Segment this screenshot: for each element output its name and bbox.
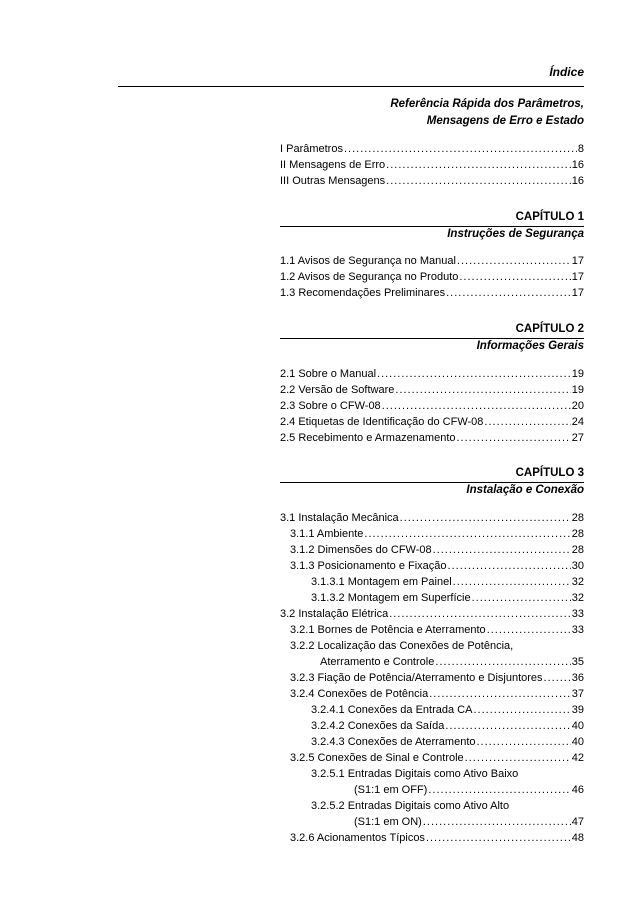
toc-entry[interactable] xyxy=(280,253,584,269)
toc-entry-label: 3.1.3.1 Montagem em Painel xyxy=(311,576,452,588)
leader-dots xyxy=(473,702,570,718)
toc-entry-page: 28 xyxy=(571,512,584,524)
toc-entry[interactable] xyxy=(280,366,584,382)
toc-entry[interactable] xyxy=(290,558,584,574)
leader-dots xyxy=(423,814,571,830)
toc-entry[interactable] xyxy=(354,782,584,798)
leader-dots xyxy=(400,510,571,526)
toc-entry-label: 2.2 Versão de Software xyxy=(280,384,395,396)
toc-entry-label: 1.2 Avisos de Segurança no Produto xyxy=(280,271,459,283)
toc-entry-label: 3.2.5 Conexões de Sinal e Controle xyxy=(290,752,464,764)
toc-entry-page: 47 xyxy=(571,816,584,828)
chapter3-rule xyxy=(280,482,584,483)
toc-entry[interactable] xyxy=(311,718,584,734)
toc-entry[interactable] xyxy=(280,382,584,398)
toc-entry-label: 3.2.5.1 Entradas Digitais como Ativo Baixo xyxy=(311,768,519,780)
toc-entry[interactable] xyxy=(311,798,584,814)
toc-entry-page: 39 xyxy=(571,704,584,716)
toc-entry-page: 37 xyxy=(571,688,584,700)
toc-entry-page: 32 xyxy=(571,592,584,604)
chapter2-rule xyxy=(280,338,584,339)
toc-entry[interactable] xyxy=(290,526,584,542)
toc-entry-label: 1.3 Recomendações Preliminares xyxy=(280,287,446,299)
toc-entry-page: 19 xyxy=(571,368,584,380)
toc-entry[interactable] xyxy=(280,285,584,301)
leader-dots xyxy=(544,670,571,686)
leader-dots xyxy=(465,750,571,766)
toc-entry-label: 3.2.2 Localização das Conexões de Potência, xyxy=(290,640,514,652)
toc-entry[interactable] xyxy=(280,141,584,157)
chapter2-label: CAPÍTULO 2 xyxy=(515,323,584,335)
toc-entry-page: 33 xyxy=(571,608,584,620)
toc-entry[interactable] xyxy=(311,734,584,750)
toc-entry[interactable] xyxy=(280,398,584,414)
chapter2-subtitle: Informações Gerais xyxy=(476,340,584,352)
leader-dots xyxy=(386,173,571,189)
toc-entry-label: 2.4 Etiquetas de Identificação do CFW-08 xyxy=(280,416,484,428)
toc-entry[interactable] xyxy=(280,606,584,622)
toc-entry-page: 20 xyxy=(571,400,584,412)
toc-entry-page: 24 xyxy=(571,416,584,428)
toc-entry[interactable] xyxy=(311,702,584,718)
toc-entry[interactable] xyxy=(290,686,584,702)
toc-entry-label: 3.1.3 Posicionamento e Fixação xyxy=(290,560,447,572)
leader-dots xyxy=(484,414,570,430)
toc-entry-label: 3.2.4 Conexões de Potência xyxy=(290,688,429,700)
toc-entry-label: 3.1.2 Dimensões do CFW-08 xyxy=(290,544,432,556)
toc-entry-page: 27 xyxy=(571,432,584,444)
toc-entry[interactable] xyxy=(280,157,584,173)
leader-dots xyxy=(364,526,570,542)
toc-entry-label: 3.1 Instalação Mecânica xyxy=(280,512,399,524)
chapter1-label: CAPÍTULO 1 xyxy=(515,211,584,223)
toc-entry-page: 40 xyxy=(571,720,584,732)
chapter3-subtitle: Instalação e Conexão xyxy=(466,484,584,496)
toc-entry-label: 3.1.1 Ambiente xyxy=(290,528,364,540)
toc-entry[interactable] xyxy=(290,622,584,638)
toc-entry[interactable] xyxy=(311,574,584,590)
leader-dots xyxy=(457,430,571,446)
toc-entry[interactable] xyxy=(280,414,584,430)
toc-entry-page: 40 xyxy=(571,736,584,748)
toc-entry-page: 17 xyxy=(571,255,584,267)
toc-entry-label: I Parâmetros xyxy=(280,143,343,155)
toc-entry[interactable] xyxy=(280,510,584,526)
leader-dots xyxy=(433,542,571,558)
toc-entry[interactable] xyxy=(290,750,584,766)
toc-entry-label: 2.1 Sobre o Manual xyxy=(280,368,377,380)
toc-entry-label: 3.2.4.2 Conexões da Saída xyxy=(311,720,445,732)
leader-dots xyxy=(377,366,571,382)
toc-entry-page: 16 xyxy=(571,175,584,187)
toc-entry-page: 30 xyxy=(571,560,584,572)
toc-entry[interactable] xyxy=(311,590,584,606)
leader-dots xyxy=(395,382,570,398)
toc-entry-page: 32 xyxy=(571,576,584,588)
toc-entry-label: 3.2.1 Bornes de Potência e Aterramento xyxy=(290,624,486,636)
leader-dots xyxy=(426,830,571,846)
toc-entry-page: 35 xyxy=(571,656,584,668)
leader-dots xyxy=(448,558,571,574)
index-header-title: Índice xyxy=(549,65,584,79)
toc-entry-page: 16 xyxy=(571,159,584,171)
toc-entry-page: 46 xyxy=(571,784,584,796)
toc-entry-label: 2.5 Recebimento e Armazenamento xyxy=(280,432,456,444)
toc-entry-label: 3.2.5.2 Entradas Digitais como Ativo Alto xyxy=(311,800,510,812)
toc-entry[interactable] xyxy=(290,670,584,686)
leader-dots xyxy=(477,734,571,750)
toc-entry-label: 3.2.4.3 Conexões de Aterramento xyxy=(311,736,476,748)
toc-entry-label: Aterramento e Controle xyxy=(320,656,435,668)
toc-entry-label: (S1:1 em OFF) xyxy=(354,784,428,796)
toc-entry[interactable] xyxy=(280,430,584,446)
leader-dots xyxy=(429,686,571,702)
toc-entry-label: 3.2 Instalação Elétrica xyxy=(280,608,389,620)
toc-entry-label: 1.1 Avisos de Segurança no Manual xyxy=(280,255,456,267)
reference-title-line2: Mensagens de Erro e Estado xyxy=(426,115,584,127)
toc-entry-label: 3.2.4.1 Conexões da Entrada CA xyxy=(311,704,473,716)
reference-title-line1: Referência Rápida dos Parâmetros, xyxy=(390,98,584,110)
toc-entry-label: II Mensagens de Erro xyxy=(280,159,386,171)
toc-entry-label: 3.2.6 Acionamentos Típicos xyxy=(290,832,425,844)
toc-entry[interactable] xyxy=(280,269,584,285)
toc-entry-page: 8 xyxy=(577,143,584,155)
toc-entry[interactable] xyxy=(311,766,584,782)
toc-entry-page: 28 xyxy=(571,528,584,540)
toc-entry-page: 17 xyxy=(571,287,584,299)
toc-entry-label: (S1:1 em ON) xyxy=(354,816,422,828)
leader-dots xyxy=(428,782,570,798)
leader-dots xyxy=(446,285,571,301)
chapter3-label: CAPÍTULO 3 xyxy=(515,467,584,479)
leader-dots xyxy=(435,654,570,670)
leader-dots xyxy=(389,606,571,622)
toc-entry[interactable] xyxy=(354,814,584,830)
toc-entry-label: 3.1.3.2 Montagem em Superfície xyxy=(311,592,471,604)
toc-entry-page: 36 xyxy=(571,672,584,684)
leader-dots xyxy=(386,157,571,173)
leader-dots xyxy=(457,253,571,269)
chapter1-rule xyxy=(280,226,584,227)
toc-entry[interactable] xyxy=(290,542,584,558)
header-rule xyxy=(118,86,584,87)
toc-entry[interactable] xyxy=(290,830,584,846)
toc-entry-label: 3.2.3 Fiação de Potência/Aterramento e Disjuntores xyxy=(290,672,543,684)
toc-entry[interactable] xyxy=(320,654,584,670)
toc-entry-page: 19 xyxy=(571,384,584,396)
toc-entry[interactable] xyxy=(280,173,584,189)
toc-entry-page: 28 xyxy=(571,544,584,556)
leader-dots xyxy=(445,718,570,734)
toc-entry-page: 17 xyxy=(571,271,584,283)
leader-dots xyxy=(472,590,571,606)
chapter1-subtitle: Instruções de Segurança xyxy=(447,228,584,240)
leader-dots xyxy=(382,398,571,414)
toc-entry[interactable] xyxy=(290,638,584,654)
toc-entry-page: 33 xyxy=(571,624,584,636)
leader-dots xyxy=(487,622,571,638)
toc-entry-page: 48 xyxy=(571,832,584,844)
toc-entry-page: 42 xyxy=(571,752,584,764)
toc-entry-label: III Outras Mensagens xyxy=(280,175,386,187)
toc-entry-label: 2.3 Sobre o CFW-08 xyxy=(280,400,381,412)
leader-dots xyxy=(453,574,571,590)
leader-dots xyxy=(344,141,577,157)
leader-dots xyxy=(459,269,570,285)
